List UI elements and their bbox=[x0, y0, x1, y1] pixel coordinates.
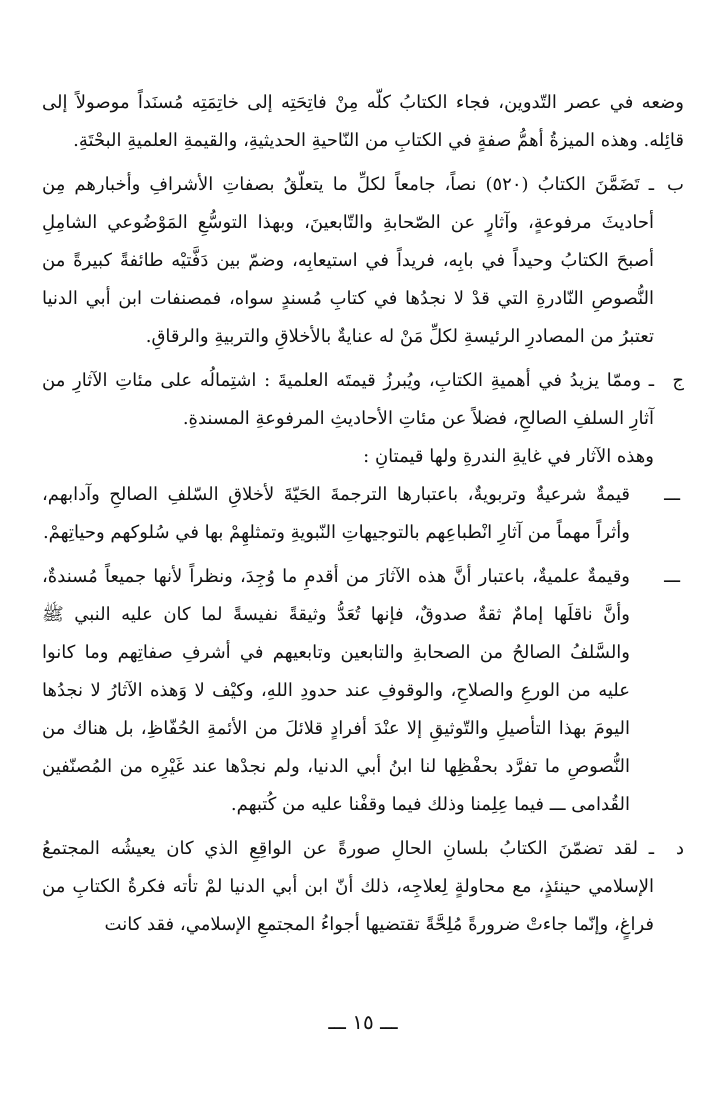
item-b bbox=[42, 166, 684, 356]
value-1-text: قيمةٌ شرعيةٌ وتربويةٌ، باعتبارها الترجمةَ الحَيّةَ لأخلاقِ السّلفِ الصالحِ وآدابهم، وأثراً مهماً من آثارِ انْطباعِهم بالتوجيهاتِ النّبويةِ وتمثلهِمْ بها في سُلوكهم وحياتِهمْ. bbox=[42, 484, 630, 543]
item-d-marker: د bbox=[675, 838, 684, 859]
item-b-text: ـ تَضَمَّنَ الكتابُ (٥٢٠) نصاً، جامعاً لكلِّ ما يتعلّقُ بصفاتِ الأشرافِ وأخبارهم مِن أحاديثَ مرفوعةٍ، وآثارٍ عن الصّحابةِ والتّابعينَ، وبهذا التوسُّعِ المَوْضُوعي الشامِلِ أصبحَ الكتابُ وحيداً في بابِه، فريداً في استيعابِه، وضمّ بين دَفَّتيْه طائفةً كبيرةً من النُّصوصِ النّادرةِ التي قدْ لا نجدُها في كتابِ مُسندٍ سواه، فمصنفات ابن أبي الدنيا تعتبرُ من المصادرِ الرئيسةِ لكلِّ مَنْ له عنايةٌ بالأخلاقِ والتربيةِ والرقاقِ. bbox=[42, 174, 654, 347]
rarity-line: وهذه الآثار في غايةِ الندرةِ ولها قيمتانِ : bbox=[363, 446, 654, 467]
value-1-dash: ـــ bbox=[664, 484, 680, 505]
page-number: ـــ ١٥ ـــ bbox=[328, 1010, 398, 1034]
value-2-dash: ـــ bbox=[664, 566, 680, 587]
value-2-text: وقيمةٌ علميةٌ، باعتبار أنَّ هذه الآثارَ من أقدمِ ما وُجِدَ، ونظراً لأنها جميعاً مُسندةٌ، وأنَّ ناقلَها إمامٌ ثقةٌ صدوقٌ، فإنها تُعَدُّ وثيقةً نفيسةً لما كان عليه النبي ﷺ والسَّلفُ الصالحُ من الصحابةِ والتابعين وتابعيهم في أشرفِ صفاتِهم وما كانوا عليه من الورعِ والصلاحِ، والوقوفِ عند حدودِ اللهِ، وكيْف لا وَهذه الآثارُ لا نجدُها اليومَ بهذا التأصيلِ والتّوثيقِ إلا عنْدَ أفرادٍ قلائلَ من الأئمةِ الحُفّاظِ، بل هناك من النُّصوصِ ما تفرَّد بحفْظِها لنا ابنُ أبي الدنيا، ولم نجدْها عند غَيْرِه من المُصنّفين القُدامى ـــ فيما عِلِمنا وذلك فيما وقفْنا عليه من كُتبهم. bbox=[42, 566, 630, 815]
intro-paragraph: وضعه في عصر التّدوين، فجاء الكتابُ كلّه مِنْ فاتِحَتِه إلى خاتِمَتِه مُسنَداً موصولاً إلى قائِله. وهذه الميزةُ أهمُّ صفةٍ في الكتابِ من النّاحيةِ الحديثيةِ، والقيمةِ العلميةِ البحْتَةِ. bbox=[42, 92, 684, 151]
value-2 bbox=[42, 558, 684, 824]
value-1 bbox=[42, 476, 684, 552]
item-j bbox=[42, 362, 684, 438]
item-d bbox=[42, 830, 684, 944]
item-d-text: ـ لقد تضمّنَ الكتابُ بلسانِ الحالِ صورةً عن الواقِعِ الذي كان يعيشُه المجتمعُ الإسلامي حينئذٍ، مع محاولةٍ لِعلاجِه، ذلك أنّ ابن أبي الدنيا لمْ تأته فكرةُ الكتابِ من فراغٍ، وإنّما جاءتْ ضرورةً مُلِحَّةً تقتضيها أجواءُ المجتمعِ الإسلامي، فقد كانت bbox=[42, 838, 654, 935]
item-b-marker: ب bbox=[667, 174, 684, 195]
item-j-text: ـ وممّا يزيدُ في أهميةِ الكتابِ، ويُبرزُ قيمتَه العلميةَ : اشتِمالُه على مئاتِ الآثارِ من آثارِ السلفِ الصالحِ، فضلاً عن مئاتِ الأحاديثِ المرفوعةِ المسندةِ. bbox=[42, 370, 654, 429]
item-j-marker: ج bbox=[672, 370, 684, 391]
